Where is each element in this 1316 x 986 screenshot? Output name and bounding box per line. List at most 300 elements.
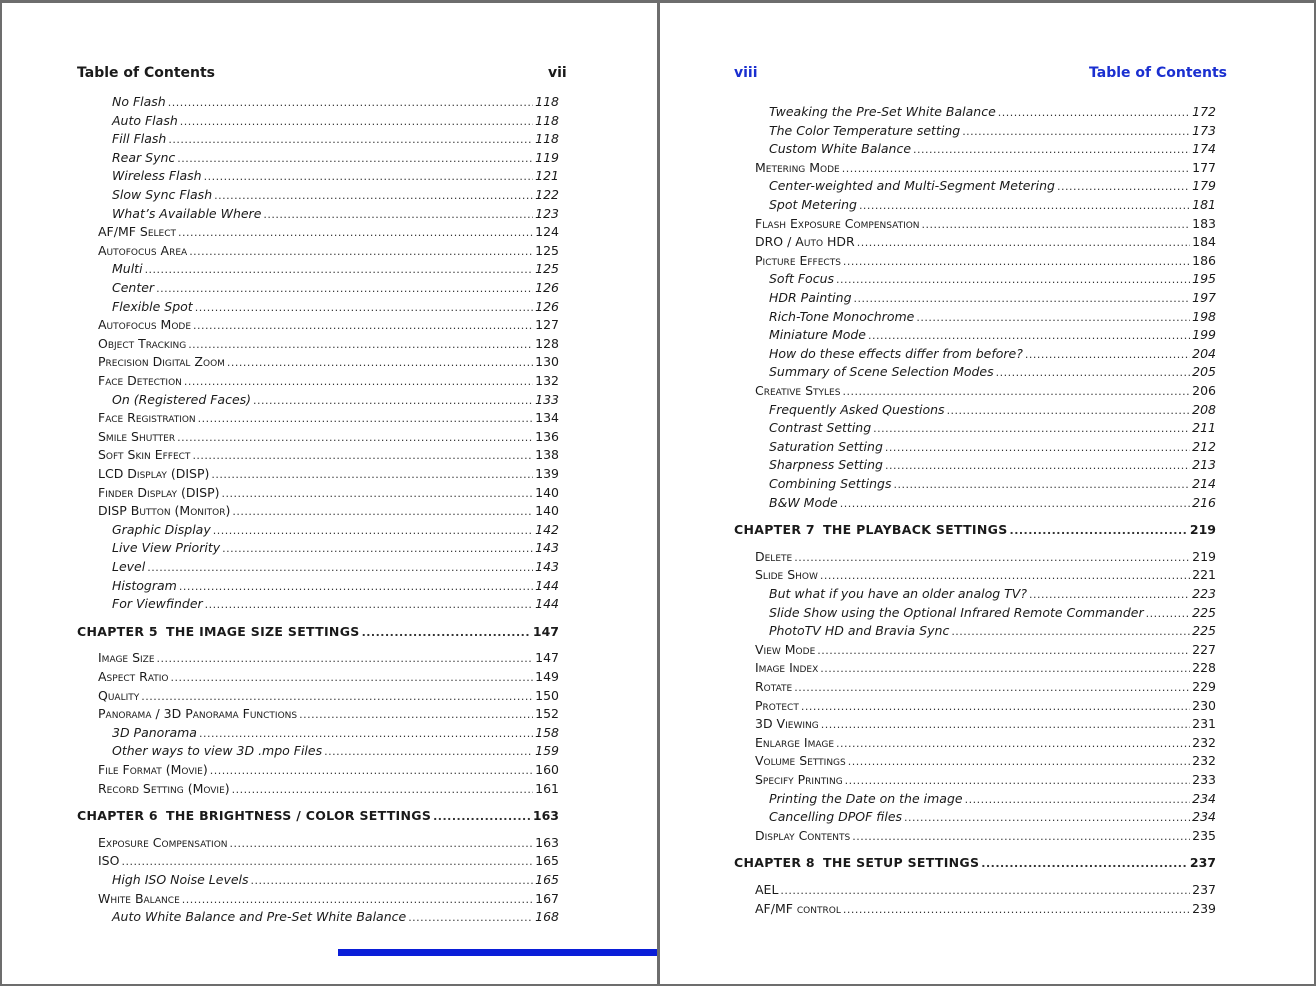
dot-leader bbox=[922, 215, 1191, 234]
toc-page-number: 229 bbox=[1192, 679, 1216, 694]
toc-entry[interactable] bbox=[98, 465, 559, 483]
toc-page-number: 147 bbox=[532, 623, 559, 639]
toc-entry[interactable] bbox=[769, 363, 1216, 381]
toc-entry[interactable] bbox=[112, 167, 559, 185]
dot-leader bbox=[180, 112, 533, 131]
toc-page-number: 168 bbox=[535, 909, 559, 925]
toc-entry-title: 3D Viewing bbox=[755, 716, 819, 732]
dot-leader bbox=[193, 316, 533, 335]
toc-entry-title: Live View Priority bbox=[112, 540, 221, 556]
toc-entry[interactable] bbox=[755, 697, 1216, 715]
toc-entry-title: Center bbox=[112, 280, 155, 295]
toc-page-number: 181 bbox=[1192, 197, 1216, 212]
toc-entry[interactable] bbox=[755, 215, 1216, 233]
dot-leader bbox=[843, 252, 1190, 271]
toc-page-number: 186 bbox=[1192, 252, 1216, 268]
toc-entry-title: Autofocus Mode bbox=[98, 317, 192, 333]
dot-leader bbox=[232, 502, 533, 521]
toc-page-number: 179 bbox=[1192, 178, 1216, 194]
toc-entry[interactable] bbox=[112, 539, 559, 557]
toc-entry[interactable] bbox=[769, 475, 1216, 493]
header-page-number: vii bbox=[548, 65, 567, 81]
toc-page-number: 150 bbox=[535, 687, 559, 703]
toc-entry[interactable] bbox=[755, 641, 1216, 659]
toc-entry[interactable] bbox=[769, 808, 1216, 826]
toc-entry[interactable] bbox=[769, 494, 1216, 512]
header-page-number: viii bbox=[734, 65, 758, 81]
toc-page-number: 123 bbox=[535, 205, 559, 221]
dot-leader bbox=[199, 724, 533, 743]
toc-entry-title: LCD Display (DISP) bbox=[98, 466, 210, 481]
toc-entry[interactable] bbox=[98, 649, 559, 667]
toc-entry-title: The Color Temperature setting bbox=[769, 122, 961, 138]
toc-entry[interactable] bbox=[98, 834, 559, 852]
dot-leader bbox=[842, 159, 1190, 178]
toc-page-number: 125 bbox=[535, 261, 559, 277]
toc-entry-title: View Mode bbox=[755, 641, 816, 657]
toc-page-number: 230 bbox=[1192, 697, 1216, 713]
toc-page-number: 165 bbox=[535, 853, 559, 869]
toc-entry-title: On (Registered Faces) bbox=[112, 391, 252, 407]
toc-entry[interactable] bbox=[755, 752, 1216, 770]
toc-page-number: 225 bbox=[1192, 623, 1216, 639]
toc-entry[interactable] bbox=[98, 502, 559, 520]
toc-page-number: 165 bbox=[535, 872, 559, 887]
toc-entry[interactable] bbox=[98, 446, 559, 464]
toc-page-number: 172 bbox=[1192, 104, 1216, 119]
chapter-number: CHAPTER 8 bbox=[734, 855, 815, 871]
toc-entry[interactable] bbox=[755, 252, 1216, 270]
dot-leader bbox=[213, 521, 533, 540]
dot-leader bbox=[121, 852, 533, 871]
toc-page-number: 199 bbox=[1192, 327, 1216, 343]
toc-entry[interactable] bbox=[769, 790, 1216, 808]
toc-page-number: 205 bbox=[1192, 364, 1216, 380]
dot-leader bbox=[171, 668, 534, 687]
toc-entry[interactable] bbox=[98, 372, 559, 390]
toc-entry-title: ISO bbox=[98, 853, 120, 869]
toc-page-number: 140 bbox=[535, 503, 559, 519]
toc-entry[interactable] bbox=[755, 566, 1216, 584]
toc-entry-title: B&W Mode bbox=[769, 494, 838, 510]
toc-page-number: 237 bbox=[1192, 882, 1216, 897]
dot-leader bbox=[840, 494, 1190, 513]
toc-page-number: 144 bbox=[535, 577, 559, 593]
dot-leader bbox=[854, 289, 1191, 308]
dot-leader bbox=[1029, 585, 1190, 604]
toc-page-number: 133 bbox=[535, 391, 559, 407]
toc-page-number: 134 bbox=[535, 410, 559, 426]
toc-entry-title: Autofocus Area bbox=[98, 242, 188, 258]
toc-entry[interactable] bbox=[769, 103, 1216, 121]
dot-leader bbox=[868, 326, 1190, 345]
toc-entry[interactable] bbox=[755, 771, 1216, 789]
toc-page-number: 149 bbox=[535, 669, 559, 684]
dot-leader bbox=[996, 363, 1191, 382]
toc-entry[interactable] bbox=[98, 428, 559, 446]
toc-entry[interactable] bbox=[98, 780, 559, 798]
toc-entry[interactable] bbox=[112, 577, 559, 595]
toc-entry-title: Histogram bbox=[112, 577, 177, 593]
toc-page-number: 152 bbox=[535, 706, 559, 722]
toc-page-number: 208 bbox=[1192, 401, 1216, 417]
toc-entry-title: 3D Panorama bbox=[112, 724, 197, 740]
toc-page-number: 174 bbox=[1192, 141, 1216, 157]
toc-entry-title: HDR Painting bbox=[769, 290, 852, 305]
dot-leader bbox=[873, 419, 1190, 438]
toc-page-number: 161 bbox=[535, 780, 559, 796]
toc-entry-title: Face Detection bbox=[98, 373, 182, 388]
toc-entry[interactable] bbox=[755, 881, 1216, 899]
dot-leader bbox=[836, 734, 1190, 753]
dot-leader bbox=[820, 659, 1190, 678]
toc-page-number: 212 bbox=[1192, 438, 1216, 454]
toc-entry-title: Precision Digital Zoom bbox=[98, 354, 225, 370]
toc-entry-title: File Format (Movie) bbox=[98, 762, 208, 777]
toc-page-number: 204 bbox=[1192, 345, 1216, 361]
toc-entry-title: Level bbox=[112, 559, 146, 574]
toc-page-number: 132 bbox=[535, 373, 559, 388]
toc-page-number: 233 bbox=[1192, 772, 1216, 787]
toc-entry-title bbox=[77, 807, 431, 825]
toc-entry[interactable] bbox=[755, 382, 1216, 400]
dot-leader bbox=[848, 752, 1190, 771]
toc-entry[interactable] bbox=[112, 279, 559, 297]
toc-page-number: 234 bbox=[1192, 809, 1216, 825]
dot-leader bbox=[904, 808, 1190, 827]
toc-page-number: 144 bbox=[535, 596, 559, 612]
toc-entry-title: Printing the Date on the image bbox=[769, 790, 963, 806]
dot-leader bbox=[222, 484, 534, 503]
toc-page-number: 163 bbox=[532, 808, 559, 824]
dot-leader bbox=[147, 558, 533, 577]
toc-entry-title: Rotate bbox=[755, 679, 793, 694]
toc-page-number: 177 bbox=[1192, 159, 1216, 175]
toc-page-number: 118 bbox=[535, 94, 559, 109]
toc-page-number: 124 bbox=[535, 224, 559, 240]
footer-accent-bar bbox=[338, 949, 657, 956]
toc-page-number: 213 bbox=[1192, 457, 1216, 473]
dot-leader bbox=[794, 678, 1190, 697]
toc-entry-title: High ISO Noise Levels bbox=[112, 872, 249, 887]
toc-entry[interactable] bbox=[112, 93, 559, 111]
toc-chapter[interactable] bbox=[734, 854, 1216, 872]
toc-entry[interactable] bbox=[769, 585, 1216, 603]
toc-page-number: 223 bbox=[1192, 586, 1216, 601]
toc-page-number: 184 bbox=[1192, 234, 1216, 250]
toc-page-number: 118 bbox=[535, 112, 559, 128]
toc-entry-title: Slide Show bbox=[755, 567, 818, 583]
toc-entry-title: Combining Settings bbox=[769, 476, 892, 491]
toc-entry[interactable] bbox=[755, 233, 1216, 251]
toc-entry-title: AF/MF control bbox=[755, 900, 841, 916]
dot-leader bbox=[843, 900, 1190, 919]
toc-entry[interactable] bbox=[769, 326, 1216, 344]
toc-entry[interactable] bbox=[98, 223, 559, 241]
dot-leader bbox=[222, 539, 533, 558]
toc-entry[interactable] bbox=[112, 112, 559, 130]
toc-entry-title: Creative Styles bbox=[755, 383, 841, 398]
dot-leader bbox=[210, 761, 533, 780]
toc-page-number: 228 bbox=[1192, 660, 1216, 676]
toc-page-number: 214 bbox=[1192, 476, 1216, 491]
toc-entry[interactable] bbox=[112, 260, 559, 278]
toc-entry-title: Exposure Compensation bbox=[98, 834, 228, 850]
dot-leader bbox=[836, 270, 1190, 289]
toc-page-number: 216 bbox=[1192, 494, 1216, 510]
toc-entry-title: Multi bbox=[112, 261, 143, 277]
toc-entry-title: Fill Flash bbox=[112, 131, 167, 147]
toc-page-number: 142 bbox=[535, 521, 559, 537]
toc-entry-title: Delete bbox=[755, 548, 793, 564]
toc-entry-title: But what if you have an older analog TV? bbox=[769, 586, 1027, 601]
toc-entry-title: Spot Metering bbox=[769, 197, 857, 212]
toc-entry[interactable] bbox=[98, 687, 559, 705]
toc-entry[interactable] bbox=[769, 122, 1216, 140]
toc-entry[interactable] bbox=[769, 345, 1216, 363]
toc-entry[interactable] bbox=[112, 130, 559, 148]
toc-entry[interactable] bbox=[755, 548, 1216, 566]
dot-leader bbox=[845, 771, 1190, 790]
chapter-number: CHAPTER 5 bbox=[77, 623, 158, 639]
toc-entry[interactable] bbox=[769, 604, 1216, 622]
chapter-title: THE PLAYBACK SETTINGS bbox=[823, 522, 1008, 538]
toc-entry-title: Other ways to view 3D .mpo Files bbox=[112, 743, 323, 759]
toc-entry[interactable] bbox=[112, 742, 559, 760]
toc-page-number: 143 bbox=[535, 540, 559, 556]
toc-entry-title: Image Index bbox=[755, 660, 819, 676]
toc-page-number: 121 bbox=[535, 168, 559, 184]
toc-page-number: 231 bbox=[1192, 716, 1216, 732]
toc-page-number: 126 bbox=[535, 280, 559, 295]
toc-entry-title: Record Setting (Movie) bbox=[98, 780, 230, 796]
toc-entry[interactable] bbox=[769, 308, 1216, 326]
toc-page-number: 159 bbox=[535, 743, 559, 759]
dot-leader bbox=[998, 103, 1190, 122]
toc-entry[interactable] bbox=[769, 456, 1216, 474]
dot-leader bbox=[1010, 521, 1188, 540]
toc-page-number: 232 bbox=[1192, 753, 1216, 769]
toc-page-number: 140 bbox=[535, 484, 559, 500]
toc-page-number: 239 bbox=[1192, 900, 1216, 916]
dot-leader bbox=[263, 205, 533, 224]
toc-entry[interactable] bbox=[769, 289, 1216, 307]
dot-leader bbox=[842, 382, 1190, 401]
dot-leader bbox=[852, 827, 1190, 846]
toc-entry[interactable] bbox=[769, 177, 1216, 195]
toc-entry[interactable] bbox=[755, 734, 1216, 752]
toc-page-number: 173 bbox=[1192, 122, 1216, 138]
toc-page-number: 198 bbox=[1192, 308, 1216, 324]
toc-entry[interactable] bbox=[112, 521, 559, 539]
toc-entry-title: Specify Printing bbox=[755, 772, 843, 787]
toc-page-number: 219 bbox=[1192, 548, 1216, 564]
dot-leader bbox=[362, 623, 531, 642]
toc-page-number: 158 bbox=[535, 724, 559, 740]
toc-page-number: 225 bbox=[1192, 604, 1216, 620]
toc-entry[interactable] bbox=[112, 595, 559, 613]
toc-entry-title: Enlarge Image bbox=[755, 734, 835, 750]
toc-entry-title: Panorama / 3D Panorama Functions bbox=[98, 706, 298, 722]
toc-entry[interactable] bbox=[98, 242, 559, 260]
toc-entry[interactable] bbox=[112, 391, 559, 409]
dot-leader bbox=[962, 122, 1190, 141]
toc-entry[interactable] bbox=[98, 761, 559, 779]
toc-entry-title bbox=[734, 521, 1008, 539]
dot-leader bbox=[821, 715, 1190, 734]
toc-page-number: 128 bbox=[535, 335, 559, 351]
toc-entry[interactable] bbox=[98, 668, 559, 686]
dot-leader bbox=[156, 279, 533, 298]
dot-leader bbox=[177, 149, 533, 168]
toc-entry[interactable] bbox=[112, 558, 559, 576]
dot-leader bbox=[204, 167, 534, 186]
dot-leader bbox=[178, 223, 533, 242]
toc-entry-title: Custom White Balance bbox=[769, 141, 912, 157]
toc-page-number: 127 bbox=[535, 317, 559, 333]
toc-entry[interactable] bbox=[98, 353, 559, 371]
right-page bbox=[660, 3, 1314, 984]
toc-entry-title: Aspect Ratio bbox=[98, 669, 169, 684]
toc-entry-title: Face Registration bbox=[98, 410, 196, 426]
toc-entry[interactable] bbox=[755, 678, 1216, 696]
dot-leader bbox=[211, 465, 533, 484]
toc-entry[interactable] bbox=[769, 438, 1216, 456]
toc-page-number: 160 bbox=[535, 762, 559, 777]
toc-entry-title: White Balance bbox=[98, 890, 180, 906]
chapter-number: CHAPTER 7 bbox=[734, 522, 815, 538]
toc-entry[interactable] bbox=[769, 419, 1216, 437]
dot-leader bbox=[232, 780, 533, 799]
dot-leader bbox=[179, 577, 533, 596]
toc-page-number: 138 bbox=[535, 447, 559, 463]
toc-entry[interactable] bbox=[112, 205, 559, 223]
toc-entry[interactable] bbox=[112, 724, 559, 742]
toc-entry[interactable] bbox=[769, 140, 1216, 158]
toc-entry[interactable] bbox=[112, 149, 559, 167]
toc-entry-title: DRO / Auto HDR bbox=[755, 234, 855, 250]
dot-leader bbox=[913, 140, 1190, 159]
toc-entry-title: Image Size bbox=[98, 650, 155, 666]
dot-leader bbox=[951, 622, 1190, 641]
toc-page-number: 183 bbox=[1192, 215, 1216, 231]
toc-entry-title: Contrast Setting bbox=[769, 420, 872, 436]
dot-leader bbox=[859, 196, 1190, 215]
toc-page-number: 119 bbox=[535, 149, 559, 165]
toc-entry-title: Auto White Balance and Pre-Set White Balance bbox=[112, 909, 407, 925]
toc-entry[interactable] bbox=[755, 715, 1216, 733]
dot-leader bbox=[794, 548, 1190, 567]
dot-leader bbox=[857, 233, 1190, 252]
toc-entry-title: Slide Show using the Optional Infrared Remote Commander bbox=[769, 604, 1144, 620]
toc-entry[interactable] bbox=[755, 900, 1216, 918]
dot-leader bbox=[893, 475, 1190, 494]
toc-page-number: 136 bbox=[535, 428, 559, 444]
toc-entry[interactable] bbox=[755, 159, 1216, 177]
dot-leader bbox=[205, 595, 533, 614]
toc-entry[interactable] bbox=[755, 827, 1216, 845]
toc-entry-title: Rear Sync bbox=[112, 149, 176, 165]
toc-entry-title: Frequently Asked Questions bbox=[769, 401, 945, 417]
left-page bbox=[2, 3, 657, 984]
toc-entry-title: Soft Skin Effect bbox=[98, 447, 191, 463]
toc-chapter[interactable] bbox=[734, 521, 1216, 539]
chapter-title: THE SETUP SETTINGS bbox=[823, 855, 980, 871]
toc-entry[interactable] bbox=[769, 196, 1216, 214]
dot-leader bbox=[916, 308, 1190, 327]
toc-entry[interactable] bbox=[98, 705, 559, 723]
toc-entry-title: Quality bbox=[98, 687, 140, 703]
toc-entry[interactable] bbox=[112, 908, 559, 926]
dot-leader bbox=[227, 353, 533, 372]
toc-entry-title: Graphic Display bbox=[112, 521, 211, 537]
toc-entry-title: Metering Mode bbox=[755, 159, 840, 175]
toc-page-number: 235 bbox=[1192, 827, 1216, 843]
dot-leader bbox=[817, 641, 1190, 660]
toc-page-number: 221 bbox=[1192, 567, 1216, 583]
toc-entry[interactable] bbox=[112, 871, 559, 889]
toc-entry-title: Flexible Spot bbox=[112, 298, 193, 314]
toc-entry[interactable] bbox=[98, 316, 559, 334]
header-title: Table of Contents bbox=[77, 65, 216, 81]
toc-chapter[interactable] bbox=[77, 623, 559, 641]
toc-entry[interactable] bbox=[98, 409, 559, 427]
dot-leader bbox=[251, 871, 534, 890]
toc-entry[interactable] bbox=[769, 270, 1216, 288]
toc-entry[interactable] bbox=[769, 622, 1216, 640]
dot-leader bbox=[168, 130, 533, 149]
toc-entry-title: Display Contents bbox=[755, 827, 851, 843]
toc-entry-title: Volume Settings bbox=[755, 753, 846, 769]
toc-entry-title: Saturation Setting bbox=[769, 438, 883, 454]
chapter-number: CHAPTER 6 bbox=[77, 808, 158, 824]
toc-entry[interactable] bbox=[755, 659, 1216, 677]
toc-entry-title: What’s Available Where bbox=[112, 205, 262, 221]
dot-leader bbox=[408, 908, 533, 927]
toc-page-number: 139 bbox=[535, 466, 559, 481]
toc-entry[interactable] bbox=[98, 890, 559, 908]
toc-entry[interactable] bbox=[98, 335, 559, 353]
toc-page-number: 232 bbox=[1192, 734, 1216, 750]
dot-leader bbox=[947, 401, 1191, 420]
dot-leader bbox=[981, 854, 1188, 873]
dot-leader bbox=[198, 409, 533, 428]
dot-leader bbox=[820, 566, 1190, 585]
dot-leader bbox=[141, 687, 533, 706]
toc-entry-title: Protect bbox=[755, 697, 799, 713]
header-title: Table of Contents bbox=[1089, 65, 1228, 81]
toc-entry[interactable] bbox=[112, 186, 559, 204]
dot-leader bbox=[214, 186, 533, 205]
toc-entry[interactable] bbox=[98, 852, 559, 870]
toc-entry-title: No Flash bbox=[112, 94, 166, 109]
dot-leader bbox=[433, 807, 531, 826]
toc-chapter[interactable] bbox=[77, 807, 559, 825]
toc-entry[interactable] bbox=[112, 298, 559, 316]
toc-page-number: 195 bbox=[1192, 271, 1216, 287]
toc-entry-title: Auto Flash bbox=[112, 112, 178, 128]
dot-leader bbox=[230, 834, 534, 853]
toc-page-number: 126 bbox=[535, 298, 559, 314]
toc-entry-title: Soft Focus bbox=[769, 271, 835, 287]
toc-entry[interactable] bbox=[98, 484, 559, 502]
toc-entry[interactable] bbox=[769, 401, 1216, 419]
toc-entry-title: AEL bbox=[755, 882, 779, 897]
dot-leader bbox=[195, 298, 533, 317]
toc-page-number: 125 bbox=[535, 242, 559, 258]
toc-page-number: 118 bbox=[535, 131, 559, 147]
toc-entry-title: Sharpness Setting bbox=[769, 457, 883, 473]
